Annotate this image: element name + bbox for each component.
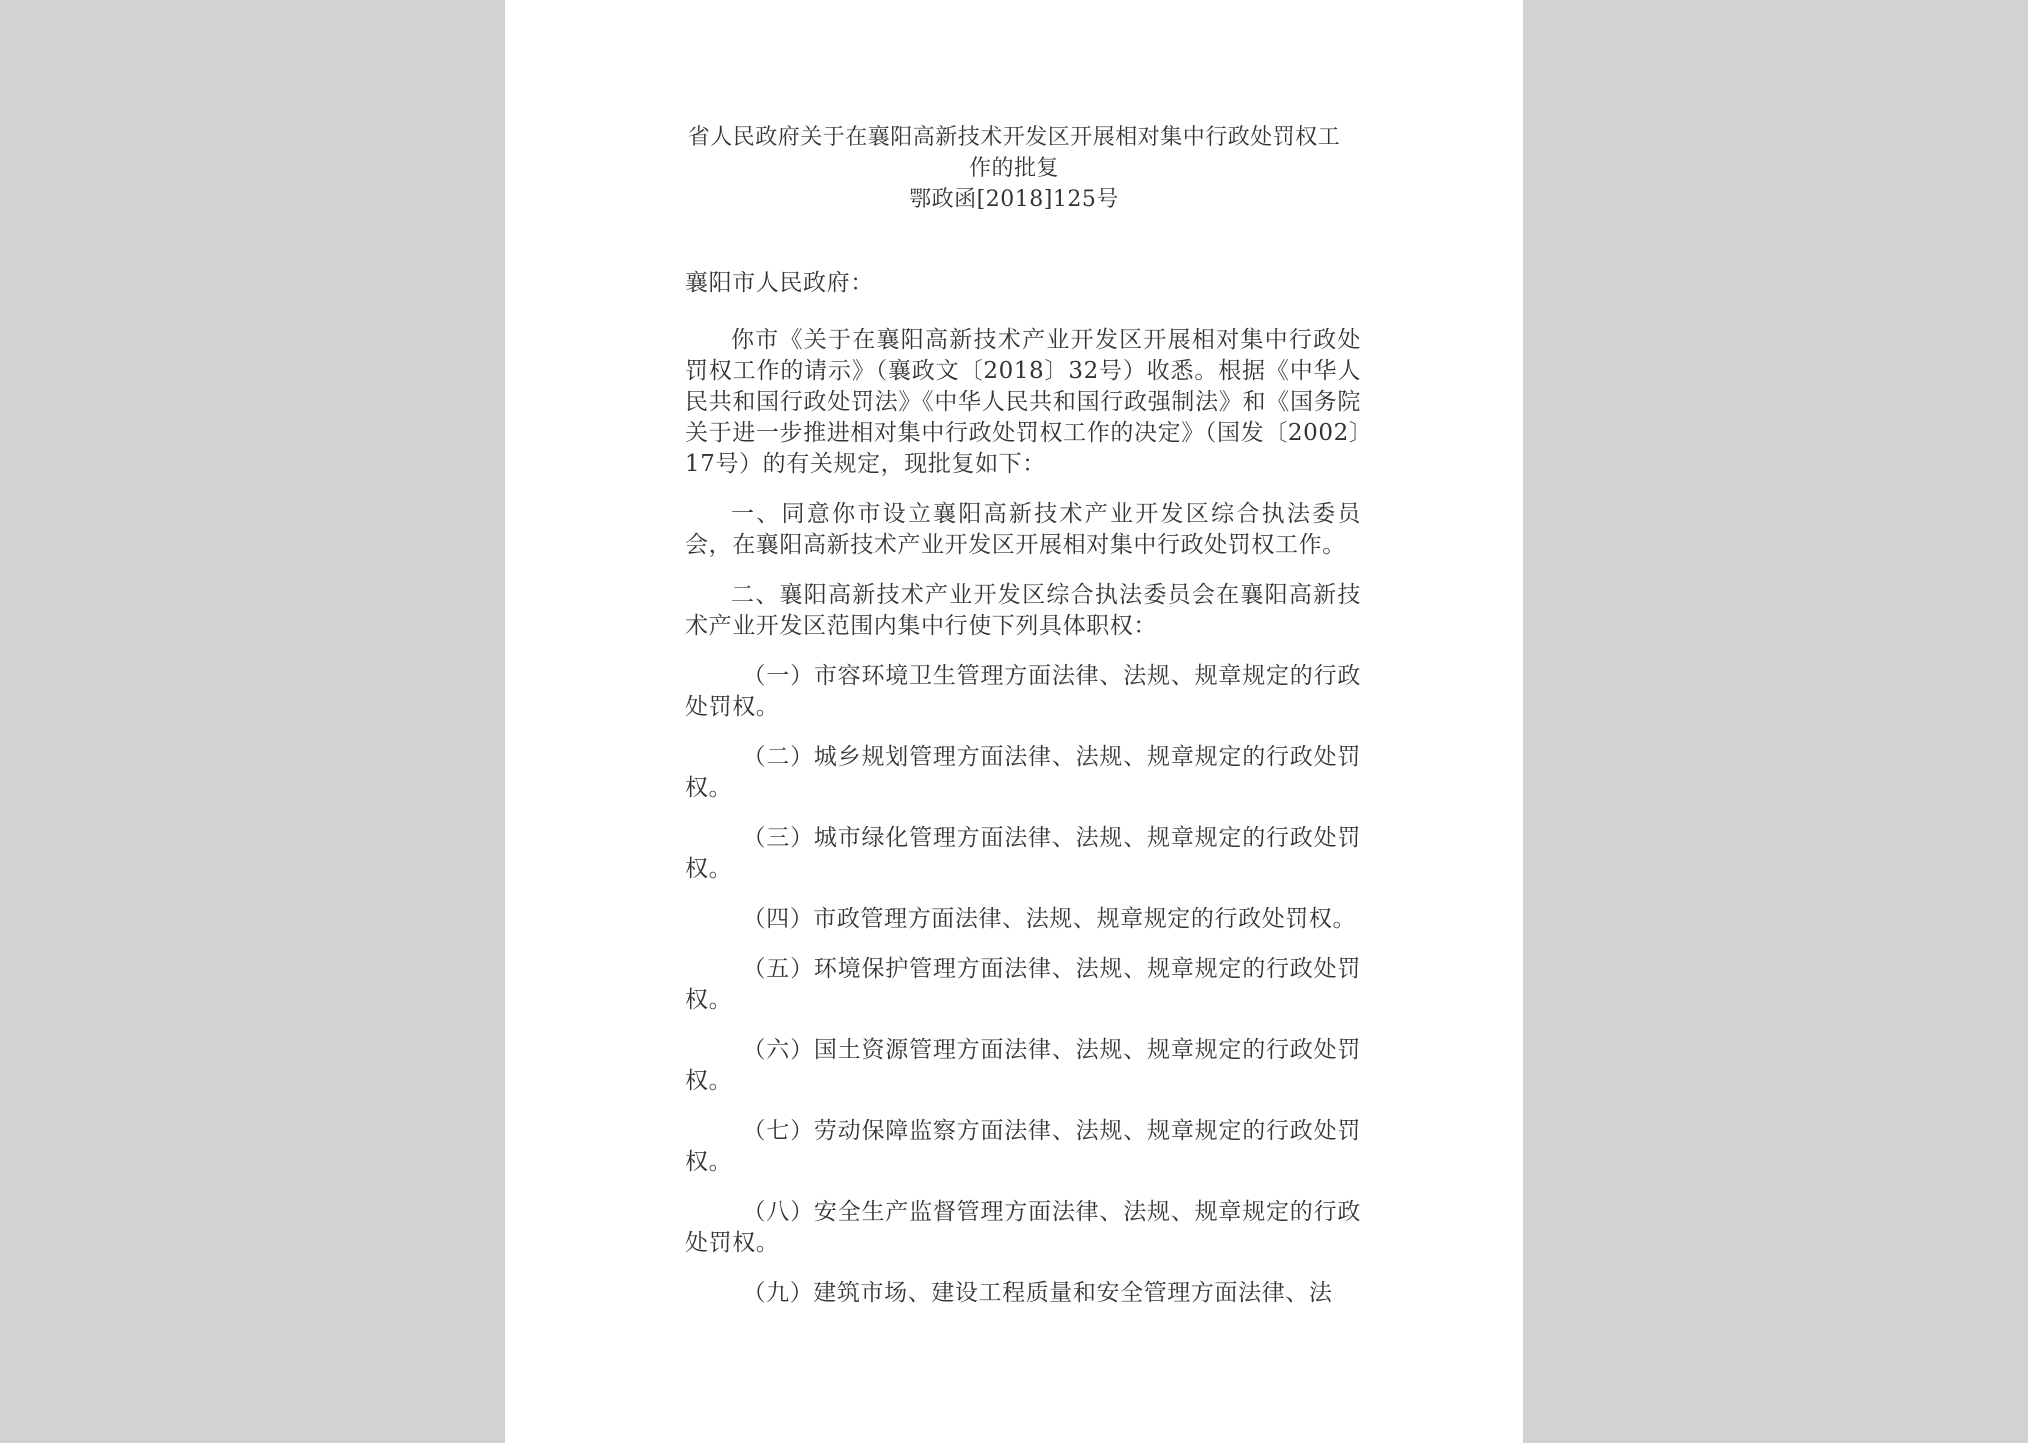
paragraph-intro: 你市《关于在襄阳高新技术产业开发区开展相对集中行政处罚权工作的请示》（襄政文〔2018〕32号）收悉。根据《中华人民共和国行政处罚法》《中华人民共和国行政强制法》和《国务院关于进一步推进相对集中行政处罚权工作的决定》（国发〔2002〕17号）的有关规定，现批复如下： xyxy=(685,327,1361,477)
document-number: 鄂政函[2018]125号 xyxy=(909,187,1119,212)
document-header xyxy=(655,122,1373,215)
document-title-line-2: 作的批复 xyxy=(968,156,1059,181)
list-item: （五）环境保护管理方面法律、法规、规章规定的行政处罚权。 xyxy=(685,956,1361,1013)
document-body xyxy=(685,268,1361,1328)
paragraph-section-1: 一、同意你市设立襄阳高新技术产业开发区综合执法委员会，在襄阳高新技术产业开发区开展相对集中行政处罚权工作。 xyxy=(685,501,1361,558)
list-item: （七）劳动保障监察方面法律、法规、规章规定的行政处罚权。 xyxy=(685,1118,1361,1175)
list-item: （四）市政管理方面法律、法规、规章规定的行政处罚权。 xyxy=(742,906,1357,932)
document-page xyxy=(505,0,1523,1443)
list-item: （九）建筑市场、建设工程质量和安全管理方面法律、法 xyxy=(742,1280,1333,1306)
list-item: （二）城乡规划管理方面法律、法规、规章规定的行政处罚权。 xyxy=(685,744,1361,801)
document-title-line-1: 省人民政府关于在襄阳高新技术开发区开展相对集中行政处罚权工 xyxy=(687,125,1341,150)
list-item: （三）城市绿化管理方面法律、法规、规章规定的行政处罚权。 xyxy=(685,825,1361,882)
list-item: （一）市容环境卫生管理方面法律、法规、规章规定的行政处罚权。 xyxy=(685,663,1361,720)
salutation: 襄阳市人民政府： xyxy=(685,270,874,296)
list-item: （八）安全生产监督管理方面法律、法规、规章规定的行政处罚权。 xyxy=(685,1199,1361,1256)
list-item: （六）国土资源管理方面法律、法规、规章规定的行政处罚权。 xyxy=(685,1037,1361,1094)
paragraph-section-2: 二、襄阳高新技术产业开发区综合执法委员会在襄阳高新技术产业开发区范围内集中行使下列具体职权： xyxy=(685,582,1361,639)
